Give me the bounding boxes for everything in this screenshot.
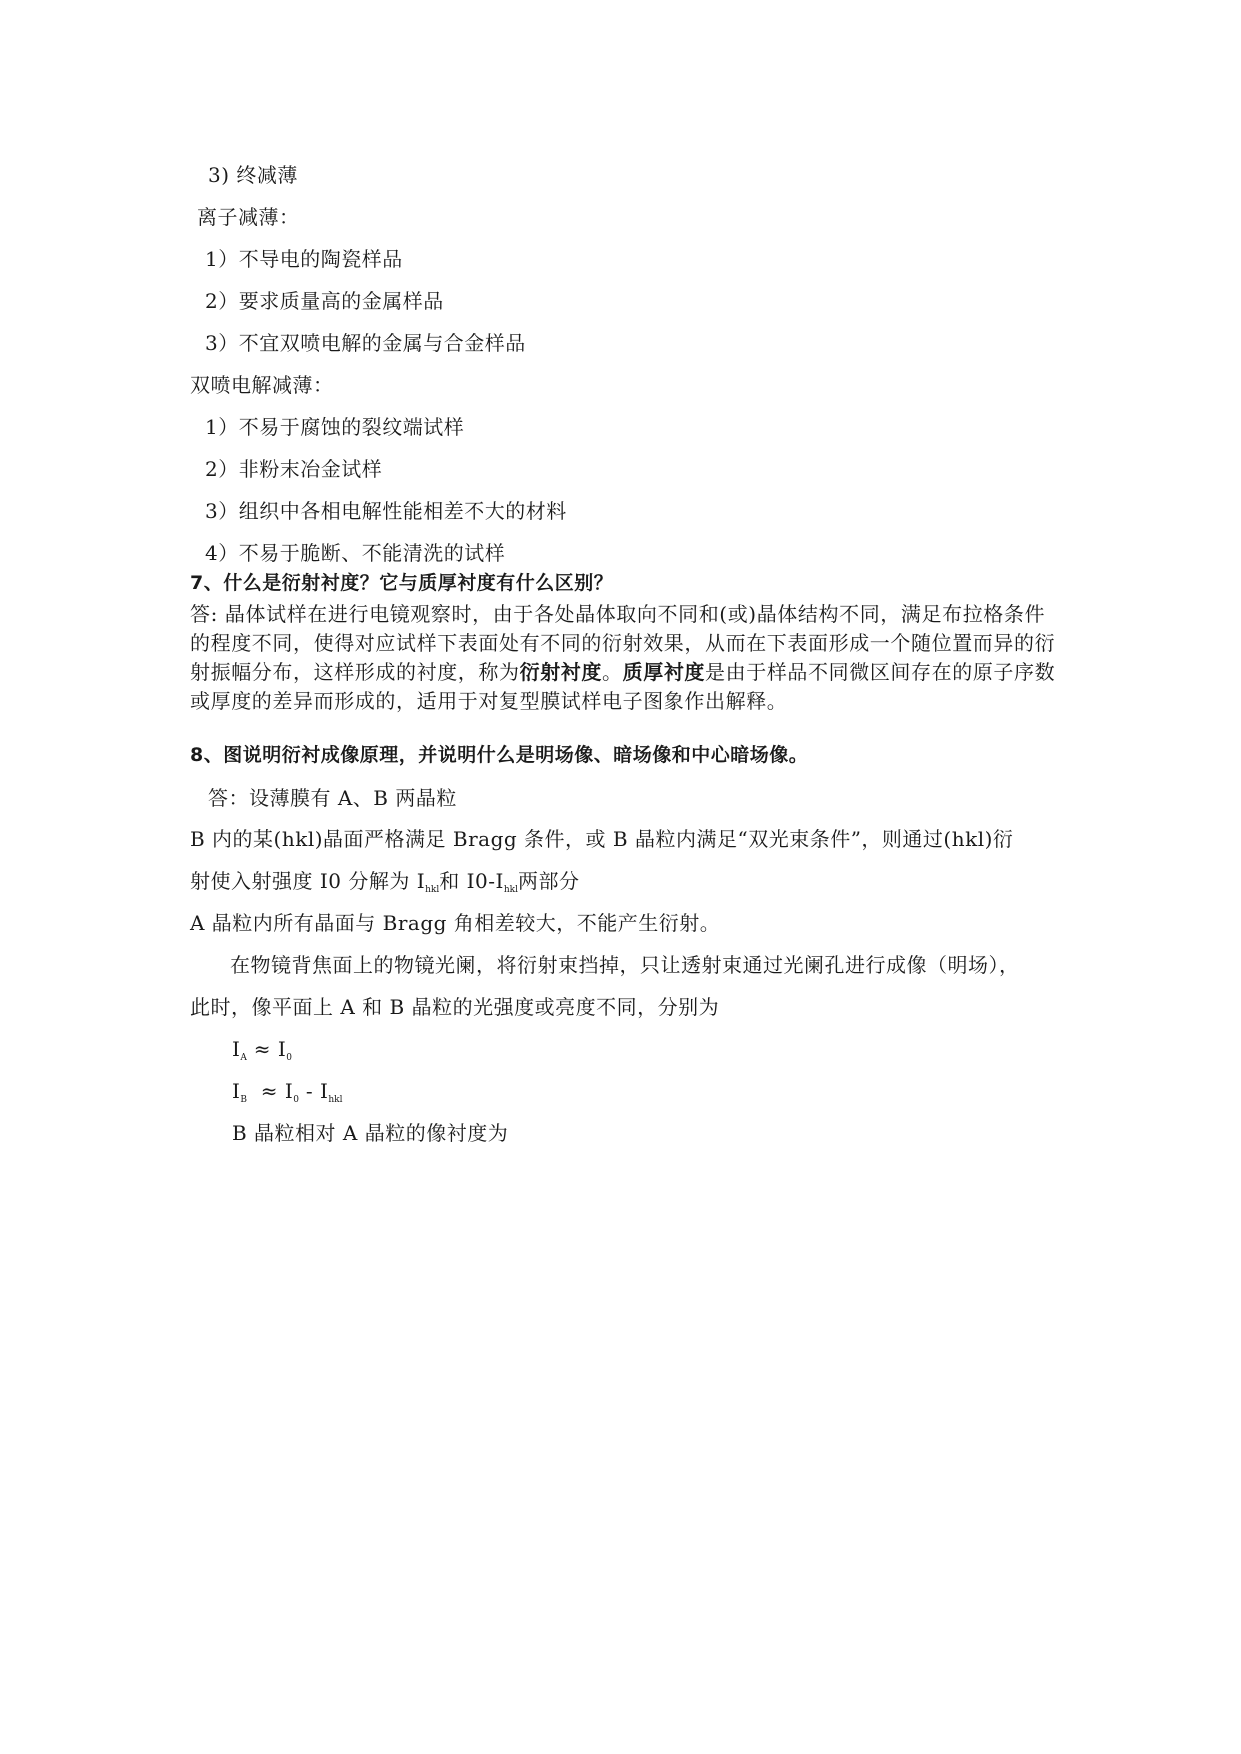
electrolytic-item-2: 2）非粉末冶金试样 [205, 457, 383, 481]
electrolytic-item-4: 4）不易于脆断、不能清洗的试样 [205, 541, 506, 565]
eq1-rhs-subscript: 0 [286, 1053, 293, 1063]
answer-8-line-5: 在物镜背焦面上的物镜光阑，将衍射束挡掉，只让透射束通过光阑孔进行成像（明场）， [230, 953, 1020, 977]
ion-item-1: 1）不导电的陶瓷样品 [205, 247, 403, 271]
ion-item-3: 3）不宜双喷电解的金属与合金样品 [205, 331, 526, 355]
answer-8-line-3-part-2: 和 I0-I [439, 869, 504, 893]
electrolytic-item-1: 1）不易于腐蚀的裂纹端试样 [205, 415, 465, 439]
equation-ib [232, 1078, 343, 1113]
electrolytic-item-3: 3）组织中各相电解性能相差不大的材料 [205, 499, 567, 523]
step-final-thinning: 3) 终减薄 [208, 163, 298, 187]
answer-8-line-6: 此时，像平面上 A 和 B 晶粒的光强度或亮度不同，分别为 [190, 995, 720, 1019]
eq1-symbol: I [232, 1037, 241, 1061]
eq2-subscript: B [240, 1095, 248, 1105]
ion-item-2: 2）要求质量高的金属样品 [205, 289, 444, 313]
answer-8-line-7: B 晶粒相对 A 晶粒的像衬度为 [232, 1121, 509, 1145]
answer-7-punct: 。 [602, 660, 623, 684]
answer-7-text-2: 是由于样品不同微区间存在的原子序数或厚度的差异而形成的，适用于对复型膜试样电子图象作出解释。 [190, 660, 1056, 713]
answer-8-line-3 [190, 868, 580, 903]
subscript-hkl: hkl [425, 885, 440, 895]
eq1-rhs: ≈ I [253, 1037, 287, 1061]
answer-8-line-4: A 晶粒内所有晶面与 Bragg 角相差较大，不能产生衍射。 [190, 911, 721, 935]
subscript-hkl: hkl [503, 885, 519, 895]
electrolytic-thinning-title: 双喷电解减薄： [190, 373, 334, 397]
question-8-heading: 8、图说明衍衬成像原理，并说明什么是明场像、暗场像和中心暗场像。 [190, 744, 809, 766]
answer-7-text-1: 答: 晶体试样在进行电镜观察时，由于各处晶体取向不同和(或)晶体结构不同，满足布拉格条件的程度不同，使得对应试样下表面处有不同的衍射效果，从而在下表面形成一个随位置而异的衍射振幅分布，这样形成的衬度，称为 [190, 602, 1056, 684]
eq2-symbol: I [232, 1079, 241, 1103]
answer-8-line-3-part-3: 两部分 [518, 869, 580, 893]
eq2-minus-term: - I [299, 1079, 329, 1103]
question-7-answer [190, 600, 1060, 716]
ion-thinning-title: 离子减薄： [197, 205, 300, 229]
term-mass-thickness-contrast: 质厚衬度 [622, 660, 706, 684]
eq1-subscript: A [240, 1053, 247, 1063]
eq2-rhs: ≈ I [260, 1079, 294, 1103]
answer-8-line-1: 答：设薄膜有 A、B 两晶粒 [208, 786, 457, 810]
eq2-rhs-subscript: 0 [293, 1095, 299, 1105]
term-diffraction-contrast: 衍射衬度 [519, 660, 603, 684]
answer-8-line-2: B 内的某(hkl)晶面严格满足 Bragg 条件，或 B 晶粒内满足“双光束条件”，则通过(hkl)衍 [190, 827, 1014, 851]
equation-ia [232, 1036, 292, 1071]
eq2-minus-subscript: hkl [328, 1095, 343, 1105]
question-7-heading: 7、什么是衍射衬度？它与质厚衬度有什么区别？ [190, 572, 614, 594]
answer-8-line-3-part-1: 射使入射强度 I0 分解为 I [190, 869, 426, 893]
